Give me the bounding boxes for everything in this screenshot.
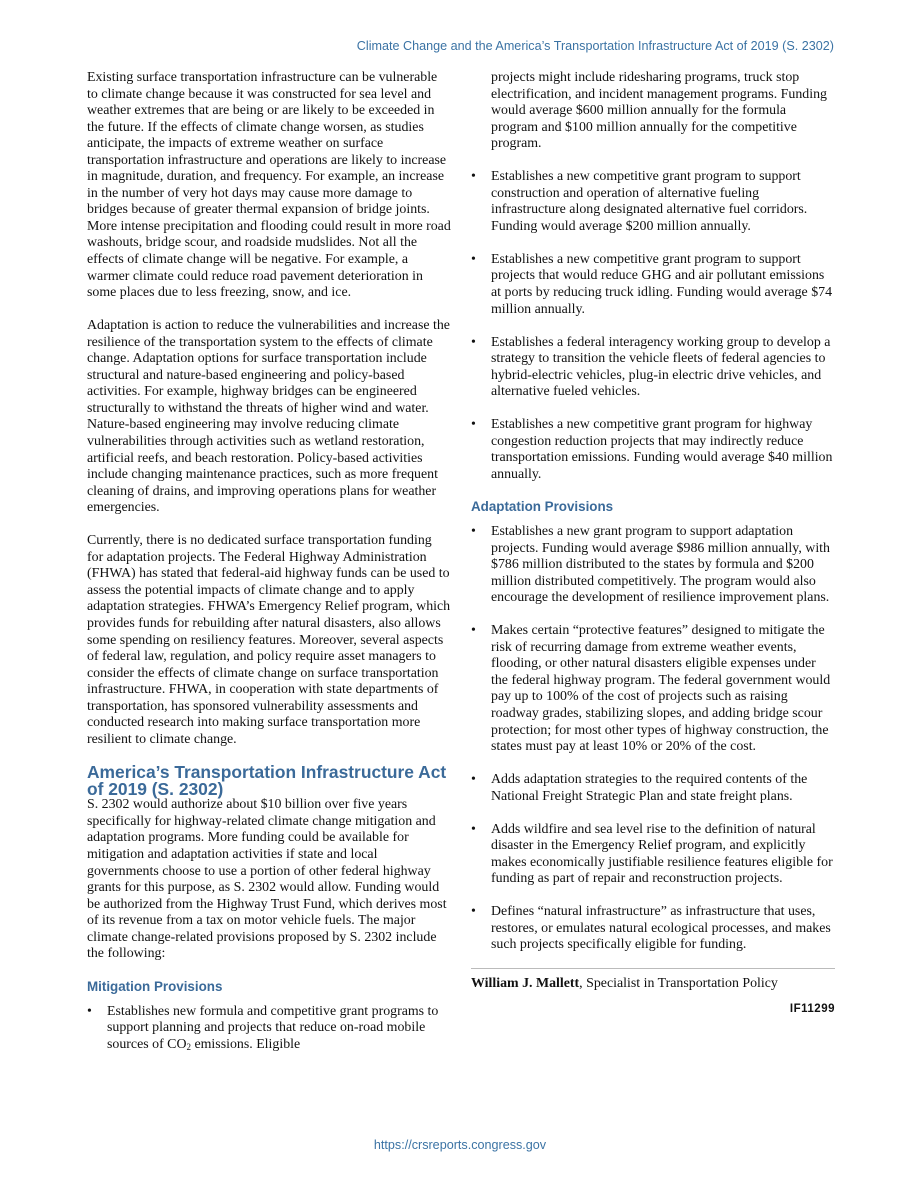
subscript-2: 2 (186, 1041, 191, 1052)
list-item: • Establishes a new competitive grant program to support construction and operation of alternative fueling infrastructure along designated alternative fuel corridors. Funding would average $200 million annually. (471, 169, 835, 235)
list-item: • Makes certain “protective features” designed to mitigate the risk of recurring damage from extreme weather events, flooding, or other natural disasters eligible expenses under the federal highway program. The federal government would pay up to 100% of the cost of projects such as raising roadway grades, stabilizing slopes, and adding bridge scour protection; for most other types of highway construction, the states must pay at least 10% or 20% of the cost. (471, 623, 835, 755)
author-title: , Specialist in Transportation Policy (579, 976, 778, 992)
list-item: • Adds wildfire and sea level rise to the definition of natural disaster in the Emergency Relief program, and explicitly makes economically justifiable resilience features eligible for funding as part of repair and reconstruction projects. (471, 822, 835, 888)
list-item: • Establishes a new competitive grant program for highway congestion reduction projects that may indirectly reduce transportation emissions. Funding would average $40 million annually. (471, 417, 835, 483)
author-signature (471, 968, 835, 993)
right-column (471, 70, 835, 1017)
list-item (87, 1004, 451, 1054)
mitigation-list-left (87, 1004, 451, 1054)
list-item: • Establishes a federal interagency working group to develop a strategy to transition the vehicle fleets of federal agencies to hybrid-electric vehicles, plug-in electric drive vehicles, and alternative fueled vehicles. (471, 335, 835, 401)
document-number: IF11299 (789, 1002, 835, 1015)
bullet-continuation: projects might include ridesharing programs, truck stop electrification, and incident management programs. Funding would average $600 million annually for the formula program and $100 million annually for the competitive program. (491, 70, 827, 152)
paragraph-adaptation: Adaptation is action to reduce the vulnerabilities and increase the resilience of the transportation system to the effects of climate change. Adaptation options for surface transportation include structural and nature-based engineering and policy-based activities. For example, highway bridges can be engineered structurally to withstand the threats of higher wind and water. Nature-based engineering may involve reducing climate vulnerabilities through activities such as wetland restoration, artificial reefs, and beach restoration. Policy-based activities include changing maintenance practices, such as more frequent cleaning of drains, and improving operations plans for weather emergencies. (87, 318, 450, 516)
section-heading: America’s Transportation Infrastructure Act of 2019 (S. 2302) (87, 762, 447, 799)
list-item: • Defines “natural infrastructure” as infrastructure that uses, restores, or emulates natural ecological processes, and makes such projects specifically eligible for funding. (471, 904, 835, 954)
adaptation-heading: Adaptation Provisions (471, 499, 614, 515)
list-item: • Adds adaptation strategies to the required contents of the National Freight Strategic Plan and state freight plans. (471, 772, 835, 805)
paragraph-s2302: S. 2302 would authorize about $10 billion over five years specifically for highway-related climate change mitigation and adaptation programs. More funding could be available for mitigation and adaptation activities if state and local governments choose to use a portion of other federal highway grants for this purpose, as S. 2302 would allow. Funding would be authorized from the Highway Trust Fund, which derives most of its revenue from a tax on motor vehicle fuels. The major climate change-related provisions proposed by S. 2302 include the following: (87, 797, 447, 962)
list-item: • Establishes a new competitive grant program to support projects that would reduce GHG and air pollutant emissions at ports by reducing truck idling. Funding would average $74 million annually. (471, 252, 835, 318)
footer-url[interactable]: https://crsreports.congress.gov (373, 1138, 547, 1152)
left-column (87, 70, 451, 1053)
running-header: Climate Change and the America’s Transportation Infrastructure Act of 2019 (S. 2302) (356, 39, 834, 53)
author-name: William J. Mallett (471, 976, 580, 992)
bullet-text-end: emissions. Eligible (190, 1036, 301, 1052)
paragraph-funding: Currently, there is no dedicated surface transportation funding for adaptation projects. The Federal Highway Administration (FHWA) has stated that federal-aid highway funds can be used to assess the potential impacts of climate change and to apply adaptation strategies. FHWA’s Emergency Relief program, which provides funds for rebuilding after natural disasters, also allows some spending on resiliency features. Moreover, several aspects of federal law, regulation, and policy require asset managers to consider the effects of climate change on surface transportation infrastructure. FHWA, in cooperation with state departments of transportation, has sponsored vulnerability assessments and conducted research into making surface transportation more resilient to climate change. (87, 533, 451, 747)
bullet-text-start: Establishes new formula and competitive grant programs to support planning and projects that reduce on-road mobile sources of CO (107, 1003, 439, 1052)
mitigation-list-right (471, 169, 835, 483)
paragraph-vulnerability: Existing surface transportation infrastructure can be vulnerable to climate change because it was constructed for sea level and weather extremes that are being or are likely to be exceeded in the future. If the effects of climate change worsen, as studies anticipate, the impacts of extreme weather on surface transportation infrastructure and operations are likely to increase in magnitude, duration, and frequency. For example, an increase in the number of very hot days may cause more damage to bridges because of greater thermal expansion of bridge joints. More intense precipitation and flooding could result in more road washouts, bridge scour, and roadside mudslides. Not all the effects of climate change will be negative. For example, a warmer climate could reduce road pavement deterioration in some places due to less freezing, snow, and ice. (87, 70, 451, 301)
adaptation-list (471, 524, 835, 954)
mitigation-heading: Mitigation Provisions (87, 979, 223, 995)
list-item: • Establishes a new grant program to support adaptation projects. Funding would average $986 million annually, with $786 million distributed to the states by formula and $200 million distributed competitively. The program would also encourage the development of resilience improvement plans. (471, 524, 835, 607)
